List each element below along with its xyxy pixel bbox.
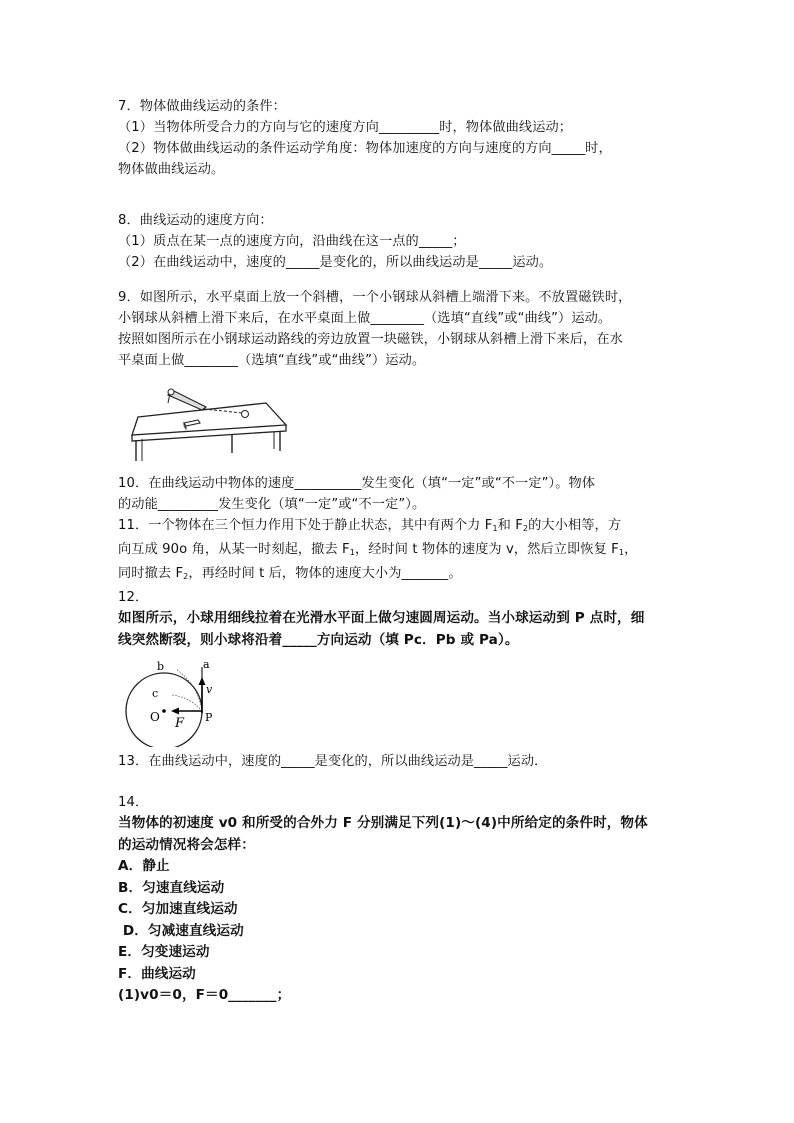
q14-line-2: 的运动情况将会怎样： [118,836,255,853]
q12-number: 12． [118,590,149,605]
q14-option-d: D．匀减速直线运动 [118,922,244,939]
question-12 [118,587,678,747]
question-9 [118,287,678,467]
q7-title: 7．物体做曲线运动的条件： [118,99,286,114]
q13-line-1: 13．在曲线运动中，速度的_____是变化的，所以曲线运动是_____运动． [118,754,548,769]
label-v: v [206,683,213,696]
subscript-2: 2 [183,572,189,581]
q9-line-3: 按照如图所示在小钢球运动路线的旁边放置一块磁铁，小钢球从斜槽上滑下来后，在水 [118,332,623,347]
subscript-1: 1 [618,548,625,557]
q11-line-3 [118,563,678,587]
q14-option-e: E．匀变速运动 [118,944,210,960]
question-13 [118,751,678,772]
q7-line-3: 物体做曲线运动。 [118,162,225,177]
q11-text: 的大小相等，方 [528,518,622,533]
label-o: O [150,710,160,724]
question-11 [118,515,678,587]
q14-option-c: C．匀加速直线运动 [118,901,238,917]
q9-line-2: 小钢球从斜槽上滑下来后，在水平桌面上做________（选填“直线”或“曲线”）运动。 [118,311,612,326]
label-a: a [203,658,210,671]
label-c: c [152,687,159,700]
label-f: F [175,716,185,731]
question-7 [118,96,678,180]
circular-motion-figure [120,655,230,747]
question-14 [118,792,678,1007]
q12-line-2: 线突然断裂，则小球将沿着_____方向运动（填 Pc．Pb 或 Pa）。 [118,631,519,648]
question-8 [118,210,678,273]
subscript-2: 2 [522,524,529,533]
q10-line-2: 的动能_________发生变化（填“一定”或“不一定”）。 [118,497,426,512]
q12-line-1: 如图所示，小球用细线拉着在光滑水平面上做匀速圆周运动。当小球运动到 P 点时，细 [118,610,645,626]
q10-line-1: 10．在曲线运动中物体的速度__________发生变化（填“一定”或“不一定”）。物体 [118,476,596,491]
table-ramp-magnet-figure [124,377,294,467]
q14-option-f: F．曲线运动 [118,965,196,982]
q7-line-2: （2）物体做曲线运动的条件运动学角度：物体加速度的方向与速度的方向_____时， [118,141,612,156]
q11-text: 向互成 90o 角，从某一时刻起，撤去 F [118,542,350,557]
q14-sub-1: (1)v0＝0，F＝0_______； [118,987,291,1003]
q14-number: 14． [118,795,149,810]
q8-title: 8．曲线运动的速度方向： [118,213,273,228]
q11-text: 11．一个物体在三个恒力作用下处于静止状态，其中有两个力 F [118,518,493,533]
q11-text: 和 F [497,518,523,533]
q14-option-a: A．静止 [118,858,170,874]
subscript-1: 1 [349,548,355,557]
q11-text: 同时撤去 F [118,566,184,581]
worksheet [118,96,678,1007]
q11-line-2 [118,539,678,563]
q11-text: ， [624,542,638,557]
q11-line-1 [118,515,678,539]
question-10 [118,473,678,515]
q7-line-1: （1）当物体所受合力的方向与它的速度方向_________时，物体做曲线运动； [118,120,573,135]
label-p: P [205,711,213,724]
label-b: b [157,660,165,673]
q8-line-2: （2）在曲线运动中，速度的_____是变化的，所以曲线运动是_____运动。 [118,255,553,270]
q9-line-4: 平桌面上做________（选填“直线”或“曲线”）运动。 [118,353,426,368]
q11-text: ，再经时间 t 后，物体的速度大小为_______。 [188,566,462,581]
q14-line-1: 当物体的初速度 v0 和所受的合外力 F 分别满足下列(1)～(4)中所给定的条件时，物体 [118,815,648,831]
q8-line-1: （1）质点在某一点的速度方向，沿曲线在这一点的_____； [118,234,466,249]
q9-line-1: 9．如图所示，水平桌面上放一个斜槽，一个小钢球从斜槽上端滑下来。不放置磁铁时， [118,290,632,305]
q11-text: ，经时间 t 物体的速度为 v，然后立即恢复 F [354,542,619,557]
q14-option-b: B．匀速直线运动 [118,879,225,896]
subscript-1: 1 [492,524,498,533]
